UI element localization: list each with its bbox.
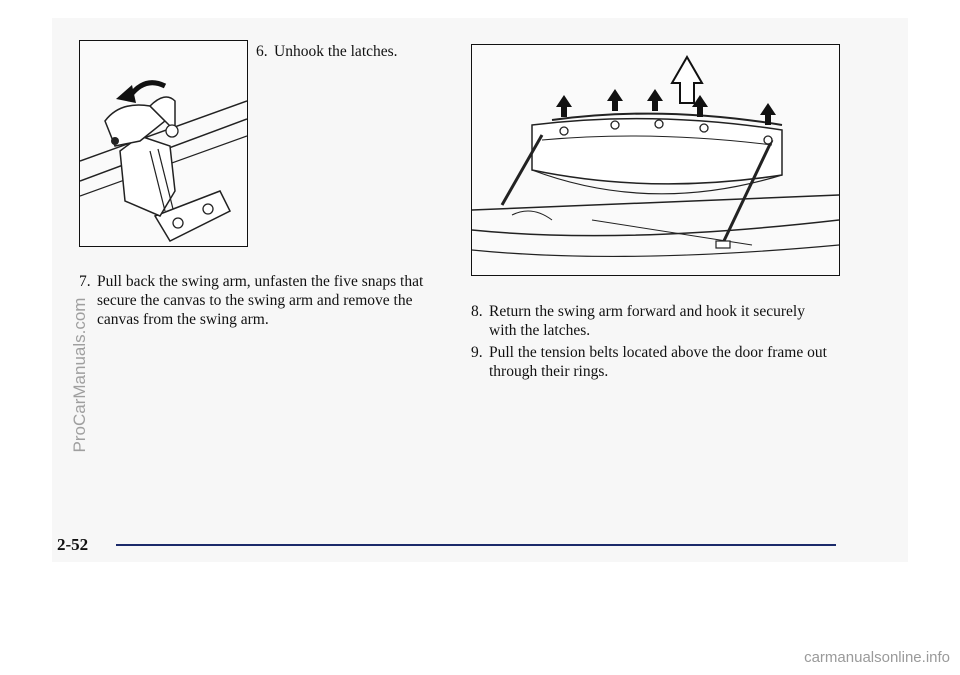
step-8-number: 8. (471, 303, 483, 320)
footer-rule (116, 544, 836, 546)
step-8-text: Return the swing arm forward and hook it securely with the latches. (489, 303, 805, 339)
step-6-text: Unhook the latches. (274, 43, 398, 60)
step-9-text: Pull the tension belts located above the door frame out through their rings. (489, 344, 827, 380)
canvas-drawing (472, 45, 839, 275)
watermark-left: ProCarManuals.com (70, 297, 89, 453)
latch-illustration (79, 40, 248, 247)
step-9-number: 9. (471, 344, 483, 361)
step-7-number: 7. (79, 273, 91, 290)
step-7-text: Pull back the swing arm, unfasten the five snaps that secure the canvas to the swing arm and remove the canvas from the swing arm. (97, 273, 424, 328)
step-6-number: 6. (256, 43, 268, 60)
watermark-bottom: carmanualsonline.info (804, 649, 950, 666)
page-number: 2-52 (57, 535, 89, 554)
canvas-removal-illustration (471, 44, 840, 276)
latch-drawing (80, 41, 247, 246)
